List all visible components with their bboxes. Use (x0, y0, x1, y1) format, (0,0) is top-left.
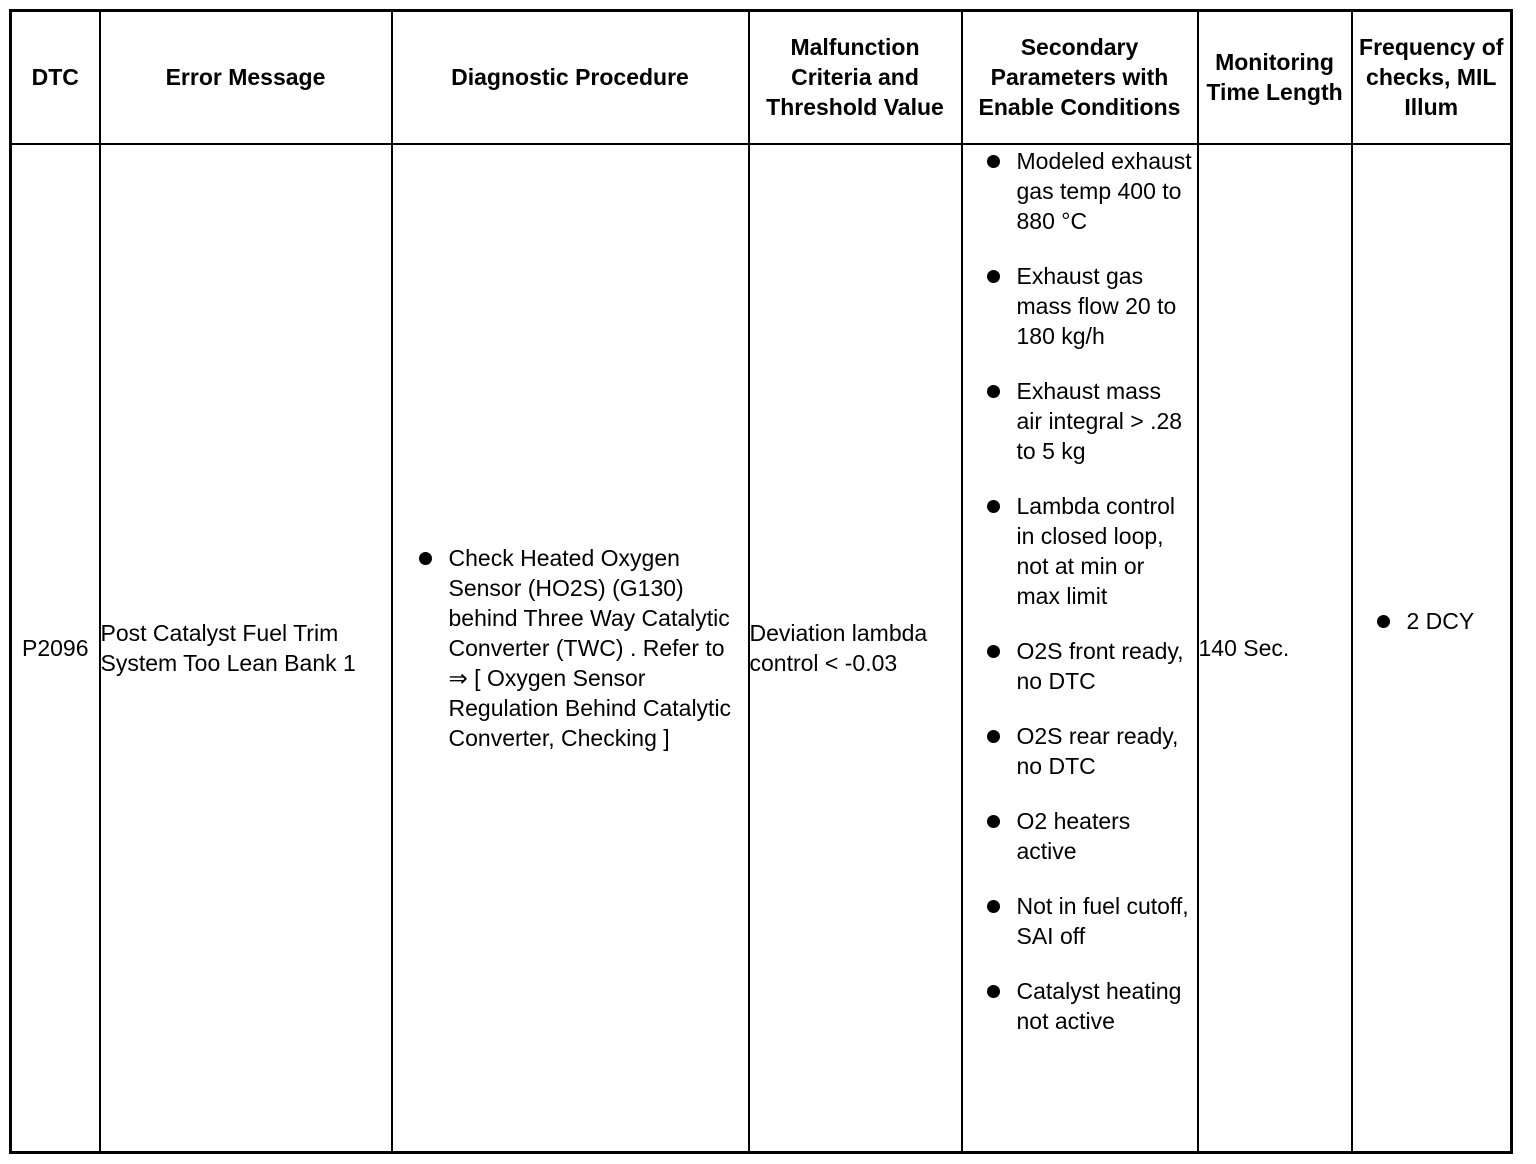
list-item (963, 891, 1197, 951)
list-item (963, 146, 1197, 236)
frequency-item (1353, 606, 1511, 636)
header-error-message: Error Message (100, 11, 392, 144)
table-header (11, 11, 1512, 144)
list-item (963, 491, 1197, 611)
bullet-icon (987, 730, 1000, 743)
procedure-text: Check Heated Oxygen Sensor (HO2S) (G130) behind Three Way Catalytic Converter (TWC) . Refer to ⇒ [ Oxygen Sensor Regulation Behind Catalytic Converter, Checking ] (448, 544, 732, 751)
secondary-parameters (962, 144, 1198, 1153)
frequency (1352, 144, 1512, 1153)
secondary-text: Catalyst heating not active (1016, 977, 1182, 1034)
header-frequency: Frequency of checks, MIL Illum (1352, 11, 1512, 144)
procedure-item (393, 543, 748, 753)
secondary-text: Exhaust gas mass flow 20 to 180 kg/h (1016, 262, 1177, 349)
header-row (11, 11, 1512, 144)
secondary-text: Exhaust mass air integral > .28 to 5 kg (1016, 377, 1183, 464)
bullet-icon (987, 900, 1000, 913)
secondary-text: O2 heaters active (1016, 807, 1131, 864)
secondary-text: Modeled exhaust gas temp 400 to 880 °C (1016, 147, 1192, 234)
list-item (963, 261, 1197, 351)
procedure-list (393, 543, 748, 753)
header-dtc: DTC (11, 11, 100, 144)
secondary-list (963, 145, 1197, 1036)
secondary-text: O2S front ready, no DTC (1016, 637, 1184, 694)
diagnostic-procedure (392, 144, 749, 1153)
bullet-icon (987, 815, 1000, 828)
secondary-text: Lambda control in closed loop, not at min or max limit (1016, 492, 1176, 609)
list-item (963, 721, 1197, 781)
monitoring-time: 140 Sec. (1198, 144, 1352, 1153)
bullet-icon (987, 270, 1000, 283)
table-row (11, 144, 1512, 1153)
header-monitoring-time: Monitoring Time Length (1198, 11, 1352, 144)
list-item (963, 976, 1197, 1036)
frequency-list (1353, 606, 1511, 636)
list-item (963, 376, 1197, 466)
list-item (963, 806, 1197, 866)
list-item (963, 636, 1197, 696)
error-message: Post Catalyst Fuel Trim System Too Lean Bank 1 (100, 144, 392, 1153)
secondary-text: O2S rear ready, no DTC (1016, 722, 1179, 779)
bullet-icon (1377, 615, 1390, 628)
bullet-icon (419, 552, 432, 565)
bullet-icon (987, 155, 1000, 168)
bullet-icon (987, 645, 1000, 658)
dtc-table (9, 9, 1513, 1154)
bullet-icon (987, 985, 1000, 998)
table-body (11, 144, 1512, 1153)
bullet-icon (987, 385, 1000, 398)
secondary-text: Not in fuel cutoff, SAI off (1016, 892, 1189, 949)
header-secondary-parameters: Secondary Parameters with Enable Conditions (962, 11, 1198, 144)
header-malfunction-criteria: Malfunction Criteria and Threshold Value (749, 11, 962, 144)
frequency-text: 2 DCY (1406, 607, 1475, 634)
header-diagnostic-procedure: Diagnostic Procedure (392, 11, 749, 144)
dtc-code: P2096 (11, 144, 100, 1153)
bullet-icon (987, 500, 1000, 513)
threshold-value: Deviation lambda control < -0.03 (749, 144, 962, 1153)
